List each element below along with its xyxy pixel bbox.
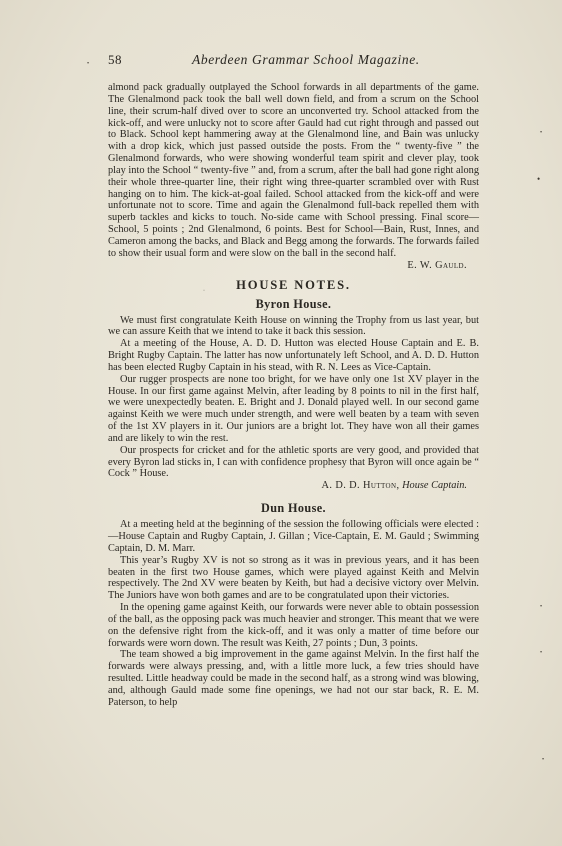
margin-mark: • xyxy=(87,61,90,67)
margin-mark: · xyxy=(203,288,205,294)
byron-signature xyxy=(108,480,479,492)
signature-name: A. D. D. Hutton, xyxy=(321,480,400,492)
margin-mark: • xyxy=(537,174,541,184)
margin-mark: • xyxy=(540,604,543,610)
margin-mark: • xyxy=(540,650,543,656)
page-header xyxy=(108,52,480,72)
dun-paragraph: The team showed a big improvement in the game against Melvin. In the first half the forwards were always pressing, and, with a little more luck, a few tries should have resulted. Little headway could be made in the second half, as a strong wind was blowing, and, although Gauld made some fine openings, we had not our star back, R. E. M. Paterson, to help xyxy=(108,649,479,708)
margin-mark: • xyxy=(542,757,545,763)
margin-mark: • xyxy=(540,130,543,136)
heading-byron-house: Byron House. xyxy=(255,296,332,311)
byron-paragraph: Our rugger prospects are none too bright, for we have only one 1st XV player in the House. In our first game against Melvin, after leading by 8 points to nil in the first half, we were unexpectedly beaten. E. Bright and J. Donald played well. In our second game against Keith we were much under strength, and were well beaten by a team with seven of the 1st XV players in it. Our juniors are a bright lot. They have won all their games and are likely to win the rest. xyxy=(108,373,479,444)
page-body xyxy=(108,82,479,709)
signature-role: House Captain. xyxy=(402,480,467,492)
dun-paragraph: At a meeting held at the beginning of the session the following officials were elected :—House Captain and Rugby Captain, J. Gillan ; Vice-Captain, E. M. Gauld ; Swimming Captain, D. M. Marr. xyxy=(108,519,479,554)
byron-paragraph: At a meeting of the House, A. D. D. Hutton was elected House Captain and E. B. Bright Rugby Captain. The latter has now unfortunately left School, and A. D. D. Hutton has been elected Rugby Captain in his stead, with R. N. Lees as Vice-Captain. xyxy=(108,338,479,373)
page-number: 58 xyxy=(108,52,122,67)
byron-paragraph: Our prospects for cricket and for the athletic sports are very good, and provided that every Byron lad sticks in, I can with confidence prophesy that Byron will once again be “ Cock ” House. xyxy=(108,444,479,480)
signature-name: E. W. Gauld. xyxy=(407,259,467,271)
match-report-paragraph: almond pack gradually outplayed the School forwards in all departments of the game. The Glenalmond pack took the ball well down field, and from a scrum on the School line, their scrum-half dived over to score an unconverted try. School attacked from the kick-off, and were unlucky not to score after Gauld had cut right through and passed out to Black. School kept hammering away at the Glenalmond line, and Bain was unlucky with a drop kick, which just passed outside the posts. From the “ twenty-five ” the Glenalmond forwards, who were showing wonderful team spirit and clever play, took play into the School “ twenty-five ” and, from a scrum, after the ball had gone right along their whole three-quarter line, their right wing three-quarter scrambled over with Rust hanging on to him. The kick-at-goal failed. School attacked from the kick-off and were unfortunate not to score. Time and again the Glenalmond full-back repelled them with superb tackles and kicks to touch. No-side came with School pressing. Final score—School, 5 points ; 2nd Glenalmond, 6 points. Best for School—Bain, Rust, Innes, and Cameron among the backs, and Black and Begg among the forwards. The forwards failed to show their usual form and were slow on the ball in the second half. xyxy=(108,82,479,259)
dun-paragraph: This year’s Rugby XV is not so strong as it was in previous years, and it has been beaten in the first two House games, which were played against Keith and Melvin respectively. The 2nd XV were beaten by Keith, but had a decisive victory over Melvin. The Juniors have won both games and are to be congratulated upon their victories. xyxy=(108,554,479,602)
section-title-house-notes: HOUSE NOTES. xyxy=(236,277,351,292)
byron-paragraph: We must first congratulate Keith House on winning the Trophy from us last year, but we can assure Keith that we intend to take it back this session. xyxy=(108,314,479,338)
match-report-signature xyxy=(108,260,479,272)
heading-dun-house: Dun House. xyxy=(261,501,326,516)
dun-paragraph: In the opening game against Keith, our forwards were never able to obtain possession of the ball, as the opposing pack was much heavier and stronger. This meant that we were on the defensive right from the kick-off, and it was only a matter of time before our forwards were worn down. The result was Keith, 27 points ; Dun, 3 points. xyxy=(108,602,479,649)
running-title: Aberdeen Grammar School Magazine. xyxy=(192,52,420,67)
